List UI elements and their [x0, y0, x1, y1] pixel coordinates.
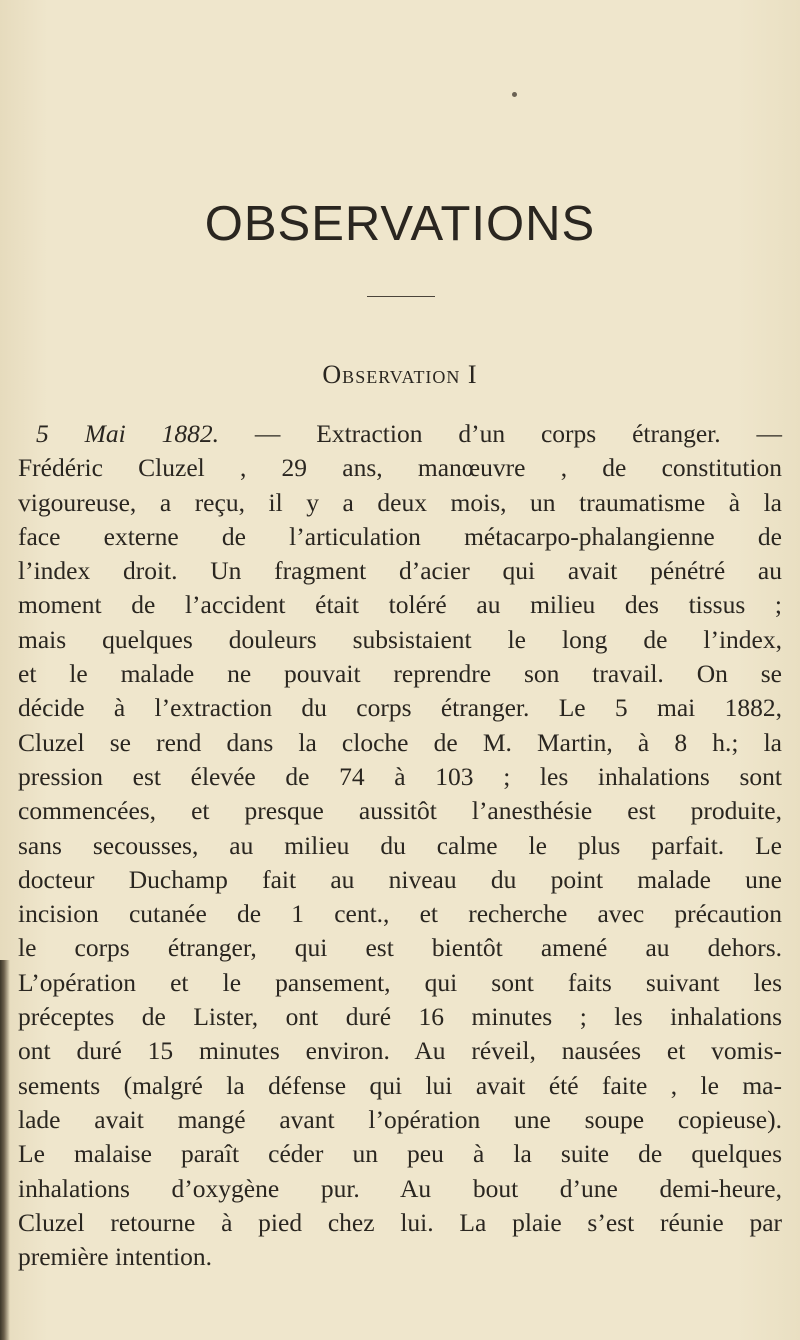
text-line: incision cutanée de 1 cent., et recherche avec précaution [18, 899, 782, 929]
heading-divider [367, 296, 435, 297]
text-line: 5 Mai 1882. — Extraction d’un corps étranger. — [36, 419, 782, 448]
text-line: L’opération et le pansement, qui sont faits suivant les [18, 967, 782, 997]
text-line: Cluzel se rend dans la cloche de M. Martin, à 8 h.; la [18, 727, 782, 757]
text-line: première intention. [18, 1242, 213, 1272]
page-heading: OBSERVATIONS [204, 197, 596, 251]
text-line: le corps étranger, qui est bientôt amené au dehors. [18, 933, 782, 963]
observation-title: Observation I [322, 360, 478, 389]
text-line: moment de l’accident était toléré au milieu des tissus ; [18, 590, 782, 620]
text-line: Frédéric Cluzel , 29 ans, manœuvre , de constitution [18, 453, 782, 483]
text-line: commencées, et presque aussitôt l’anesthésie est produite, [18, 796, 782, 826]
text-line: vigoureuse, a reçu, il y a deux mois, un traumatisme à la [18, 487, 782, 517]
text-line: face externe de l’articulation métacarpo-phalangienne de [18, 521, 782, 551]
text-line: et le malade ne pouvait reprendre son travail. On se [18, 659, 782, 689]
page-binding-shadow [0, 960, 10, 1340]
text-line: pression est élevée de 74 à 103 ; les inhalations sont [18, 761, 782, 791]
text-line: décide à l’extraction du corps étranger. Le 5 mai 1882, [18, 693, 782, 723]
text-line: mais quelques douleurs subsistaient le long de l’index, [18, 624, 782, 654]
entry-date: 5 Mai 1882. [36, 419, 219, 448]
text-line: sements (malgré la défense qui lui avait été faite , le ma- [18, 1070, 782, 1100]
ink-speck [512, 92, 517, 97]
observation-body [18, 417, 782, 1274]
text-line: ont duré 15 minutes environ. Au réveil, nausées et vomis- [18, 1036, 782, 1066]
text-line: docteur Duchamp fait au niveau du point malade une [18, 864, 782, 894]
text-line: préceptes de Lister, ont duré 16 minutes ; les inhalations [18, 1002, 782, 1032]
text-line: sans secousses, au milieu du calme le plus parfait. Le [18, 830, 782, 860]
text-line: lade avait mangé avant l’opération une soupe copieuse). [18, 1104, 782, 1134]
text-line: inhalations d’oxygène pur. Au bout d’une demi-heure, [18, 1173, 782, 1203]
text-line: Le malaise paraît céder un peu à la suite de quelques [18, 1139, 782, 1169]
text-line: Cluzel retourne à pied chez lui. La plaie s’est réunie par [18, 1207, 782, 1237]
text-line: l’index droit. Un fragment d’acier qui avait pénétré au [18, 556, 782, 586]
